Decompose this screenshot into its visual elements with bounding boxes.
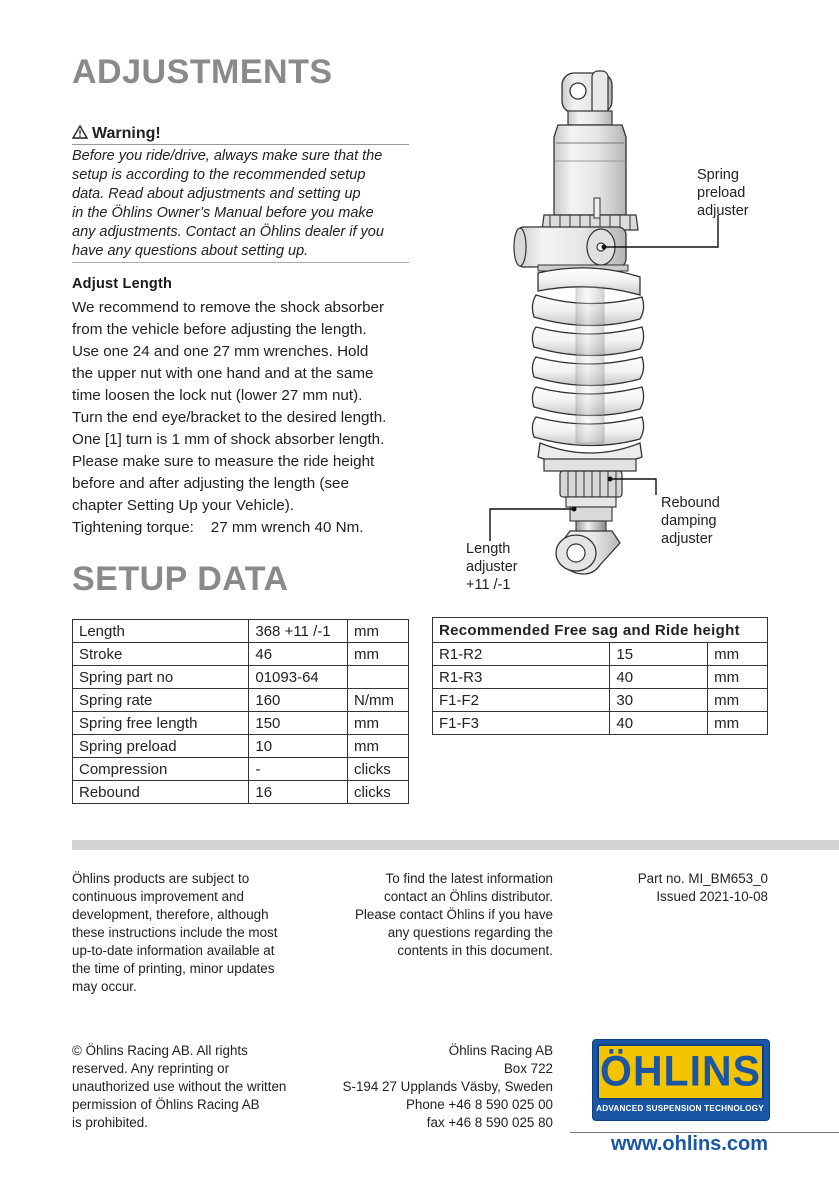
footer-address bbox=[312, 1042, 553, 1132]
warning-line: data. Read about adjustments and setting up bbox=[72, 186, 361, 202]
footer-line: © Öhlins Racing AB. All rights bbox=[72, 1043, 248, 1058]
footer-line: up-to-date information available at bbox=[72, 943, 275, 958]
warning-heading bbox=[72, 125, 409, 143]
footer-line: is prohibited. bbox=[72, 1115, 148, 1130]
setup-table-row-cell: mm bbox=[348, 643, 409, 666]
warning-line: in the Öhlins Owner’s Manual before you make bbox=[72, 205, 374, 221]
footer-line: Öhlins Racing AB bbox=[448, 1043, 553, 1058]
warning-heading-text: Warning! bbox=[92, 125, 161, 142]
setup-table-row-cell: 01093-64 bbox=[249, 666, 348, 689]
adjust-length-line: Use one 24 and one 27 mm wrenches. Hold bbox=[72, 343, 369, 360]
sag-table-row-cell: 40 bbox=[610, 666, 708, 689]
setup-table-row-cell: clicks bbox=[348, 781, 409, 804]
setup-table-row-cell: Rebound bbox=[73, 781, 249, 804]
logo-tagline: ADVANCED SUSPENSION TECHNOLOGY bbox=[596, 1104, 764, 1113]
sag-table-row-cell: 30 bbox=[610, 689, 708, 712]
setup-table-row-cell: N/mm bbox=[348, 689, 409, 712]
adjust-length-line: time loosen the lock nut (lower 27 mm nut). bbox=[72, 387, 363, 404]
setup-table-row bbox=[73, 712, 409, 735]
page-title-setup-data: SETUP DATA bbox=[72, 560, 289, 598]
adjust-length-line: One [1] turn is 1 mm of shock absorber length. bbox=[72, 431, 385, 448]
sag-table-heading: Recommended Free sag and Ride height bbox=[433, 618, 768, 643]
callout-line: adjuster bbox=[466, 559, 518, 575]
callout-line: preload bbox=[697, 185, 746, 201]
sag-table-row-cell: mm bbox=[708, 712, 768, 735]
setup-table-row-cell: Spring preload bbox=[73, 735, 249, 758]
footer-line: fax +46 8 590 025 80 bbox=[426, 1115, 553, 1130]
callout-line: Spring bbox=[697, 167, 739, 183]
setup-table-row-cell: Spring part no bbox=[73, 666, 249, 689]
issue-date: Issued 2021-10-08 bbox=[656, 889, 768, 904]
warning-top-rule bbox=[72, 144, 409, 145]
setup-table-row bbox=[73, 689, 409, 712]
setup-table-row-cell: mm bbox=[348, 735, 409, 758]
adjust-length-line: Tightening torque: 27 mm wrench 40 Nm. bbox=[72, 519, 364, 536]
warning-block bbox=[72, 125, 409, 143]
adjust-length-line: chapter Setting Up your Vehicle). bbox=[72, 497, 295, 514]
callout-line: Rebound bbox=[661, 495, 720, 511]
logo-wordmark: ÖHLINS bbox=[600, 1046, 761, 1096]
footer-disclaimer bbox=[72, 870, 312, 996]
footer-line: the time of printing, minor updates bbox=[72, 961, 275, 976]
footer-line: continuous improvement and bbox=[72, 889, 244, 904]
sag-table-row-cell: R1-R2 bbox=[433, 643, 610, 666]
setup-table-row-cell: Spring free length bbox=[73, 712, 249, 735]
footer-line: unauthorized use without the written bbox=[72, 1079, 287, 1094]
sag-table-row bbox=[433, 712, 768, 735]
footer-line: S-194 27 Upplands Väsby, Sweden bbox=[342, 1079, 553, 1094]
footer-line: To find the latest information bbox=[385, 871, 553, 886]
setup-table-row-cell: clicks bbox=[348, 758, 409, 781]
footer-line: development, therefore, although bbox=[72, 907, 269, 922]
callout-length bbox=[466, 540, 518, 594]
footer-part-info bbox=[588, 870, 768, 906]
setup-table-row bbox=[73, 735, 409, 758]
footer-line: reserved. Any reprinting or bbox=[72, 1061, 230, 1076]
setup-table-row-cell bbox=[348, 666, 409, 689]
adjust-length-line: before and after adjusting the length (see bbox=[72, 475, 349, 492]
part-number: Part no. MI_BM653_0 bbox=[637, 871, 768, 886]
sag-table-row-cell: mm bbox=[708, 666, 768, 689]
warning-line: any adjustments. Contact an Öhlins dealer if you bbox=[72, 224, 384, 240]
setup-table-row-cell: Length bbox=[73, 620, 249, 643]
sag-table-row-cell: 15 bbox=[610, 643, 708, 666]
setup-table-row-cell: Compression bbox=[73, 758, 249, 781]
footer-contact-info bbox=[322, 870, 553, 960]
setup-data-table bbox=[72, 619, 409, 804]
footer-line: Phone +46 8 590 025 00 bbox=[405, 1097, 553, 1112]
sag-table-row-cell: mm bbox=[708, 689, 768, 712]
setup-table-row-cell: Stroke bbox=[73, 643, 249, 666]
page-title-adjustments: ADJUSTMENTS bbox=[72, 53, 333, 91]
setup-table-row-cell: mm bbox=[348, 712, 409, 735]
adjust-length-line: Please make sure to measure the ride height bbox=[72, 453, 375, 470]
sag-table-row bbox=[433, 689, 768, 712]
callout-line: adjuster bbox=[661, 531, 713, 547]
setup-table-row-cell: 10 bbox=[249, 735, 348, 758]
setup-table-row-cell: 368 +11 /-1 bbox=[249, 620, 348, 643]
warning-line: have any questions about setting up. bbox=[72, 243, 309, 259]
sag-table-row-cell: mm bbox=[708, 643, 768, 666]
callout-rebound bbox=[661, 494, 720, 548]
warning-bottom-rule bbox=[72, 262, 409, 263]
footer-line: contents in this document. bbox=[397, 943, 553, 958]
setup-table-row-cell: 46 bbox=[249, 643, 348, 666]
callout-line: +11 /-1 bbox=[466, 577, 511, 593]
setup-table-row bbox=[73, 643, 409, 666]
footer-divider-bar bbox=[72, 840, 839, 850]
sag-table-body bbox=[433, 643, 768, 735]
footer-copyright bbox=[72, 1042, 322, 1132]
adjust-length-heading: Adjust Length bbox=[72, 276, 173, 292]
adjust-length-line: from the vehicle before adjusting the length. bbox=[72, 321, 367, 338]
adjust-length-line: the upper nut with one hand and at the same bbox=[72, 365, 374, 382]
adjust-length-line: We recommend to remove the shock absorber bbox=[72, 299, 385, 316]
sag-table-row-cell: F1-F3 bbox=[433, 712, 610, 735]
warning-line: setup is according to the recommended setup bbox=[72, 167, 366, 183]
footer-line: permission of Öhlins Racing AB bbox=[72, 1097, 260, 1112]
callout-spring-preload bbox=[697, 166, 749, 220]
setup-table-row bbox=[73, 666, 409, 689]
sag-table bbox=[432, 617, 768, 735]
setup-table-row-cell: 150 bbox=[249, 712, 348, 735]
setup-table-row-cell: - bbox=[249, 758, 348, 781]
setup-table-row-cell: 160 bbox=[249, 689, 348, 712]
footer-line: Please contact Öhlins if you have bbox=[355, 907, 553, 922]
sag-table-row bbox=[433, 643, 768, 666]
sag-table-row-cell: 40 bbox=[610, 712, 708, 735]
footer-line: contact an Öhlins distributor. bbox=[384, 889, 553, 904]
sag-table-row-cell: R1-R3 bbox=[433, 666, 610, 689]
footer-line: Box 722 bbox=[503, 1061, 553, 1076]
footer-line: Öhlins products are subject to bbox=[72, 871, 250, 886]
callout-line: Length bbox=[466, 541, 511, 557]
sag-table-row bbox=[433, 666, 768, 689]
adjust-length-line: Turn the end eye/bracket to the desired length. bbox=[72, 409, 387, 426]
sag-table-row-cell: F1-F2 bbox=[433, 689, 610, 712]
footer-line: any questions regarding the bbox=[387, 925, 553, 940]
setup-table-row-cell: 16 bbox=[249, 781, 348, 804]
warning-line: Before you ride/drive, always make sure that the bbox=[72, 148, 383, 164]
setup-table-row bbox=[73, 758, 409, 781]
footer-line: may occur. bbox=[72, 979, 137, 994]
setup-table-row bbox=[73, 781, 409, 804]
adjust-length-text bbox=[72, 297, 417, 539]
website-link[interactable]: www.ohlins.com bbox=[610, 1133, 768, 1155]
sag-table-header-row bbox=[433, 618, 768, 643]
callout-line: damping bbox=[661, 513, 717, 529]
warning-text bbox=[72, 147, 412, 261]
callout-line: adjuster bbox=[697, 203, 749, 219]
setup-table-row-cell: Spring rate bbox=[73, 689, 249, 712]
ohlins-logo bbox=[592, 1039, 770, 1121]
setup-table-body bbox=[73, 620, 409, 804]
footer-line: these instructions include the most bbox=[72, 925, 278, 940]
warning-triangle-icon bbox=[72, 125, 88, 139]
setup-table-row-cell: mm bbox=[348, 620, 409, 643]
setup-table-row bbox=[73, 620, 409, 643]
